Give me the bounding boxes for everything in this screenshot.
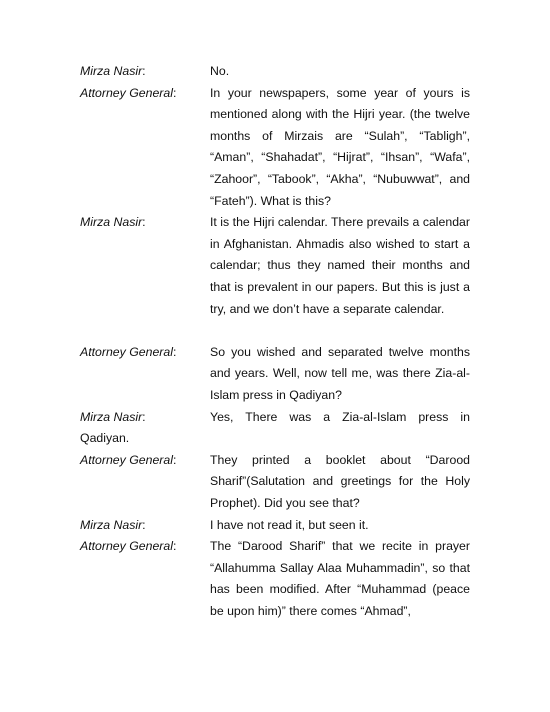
transcript-entry (80, 515, 470, 537)
speaker-label: Mirza Nasir: (80, 64, 146, 78)
speech-text: In your newspapers, some year of yours is mentioned along with the Hijri year. (the twelve months of Mirzais are “Sulah”, “Tabligh”, “Aman”, “Shahadat”, “Hijrat”, “Ihsan”, “Wafa”, “Zahoor”, “Tabook”, “Akha”, “Nubuwwat”, and “Fateh”). What is this? (210, 85, 470, 208)
speaker-label: Mirza Nasir: (80, 409, 146, 424)
transcript-entry (80, 450, 470, 515)
speech-text: I have not read it, but seen it. (210, 517, 369, 532)
speaker-label: Attorney General: (80, 344, 177, 359)
transcript-entry (80, 61, 470, 83)
speaker-label: Mirza Nasir: (80, 215, 146, 230)
speech-text: The “Darood Sharif” that we recite in prayer “Allahumma Sallay Alaa Muhammadin”, so that has been modified. After “Muhammad (peace be upon him)” there comes “Ahmad”, (210, 539, 470, 618)
speaker-label: Attorney General: (80, 85, 177, 100)
speaker-label: Attorney General: (80, 539, 177, 554)
speaker-label: Mirza Nasir: (80, 517, 146, 532)
speech-text: They printed a booklet about “Darood Sharif”(Salutation and greetings for the Holy Prophet). Did you see that? (210, 452, 470, 510)
speech-text: Yes, There was a Zia-al-Islam press in Qadiyan. (80, 409, 470, 446)
transcript-entry (80, 83, 470, 213)
transcript-entry (80, 212, 470, 320)
speech-text: No. (210, 64, 230, 78)
transcript-entry (80, 536, 470, 622)
transcript-entry (80, 342, 470, 407)
speaker-label: Attorney General: (80, 452, 177, 467)
speech-text: So you wished and separated twelve months and years. Well, now tell me, was there Zia-al-Islam press in Qadiyan? (210, 344, 470, 402)
transcript-entry (80, 407, 470, 450)
speech-text: It is the Hijri calendar. There prevails a calendar in Afghanistan. Ahmadis also wished to start a calendar; thus they named their months and that is prevalent in our papers. But this is just a try, and we don’t have a separate calendar. (210, 215, 470, 316)
